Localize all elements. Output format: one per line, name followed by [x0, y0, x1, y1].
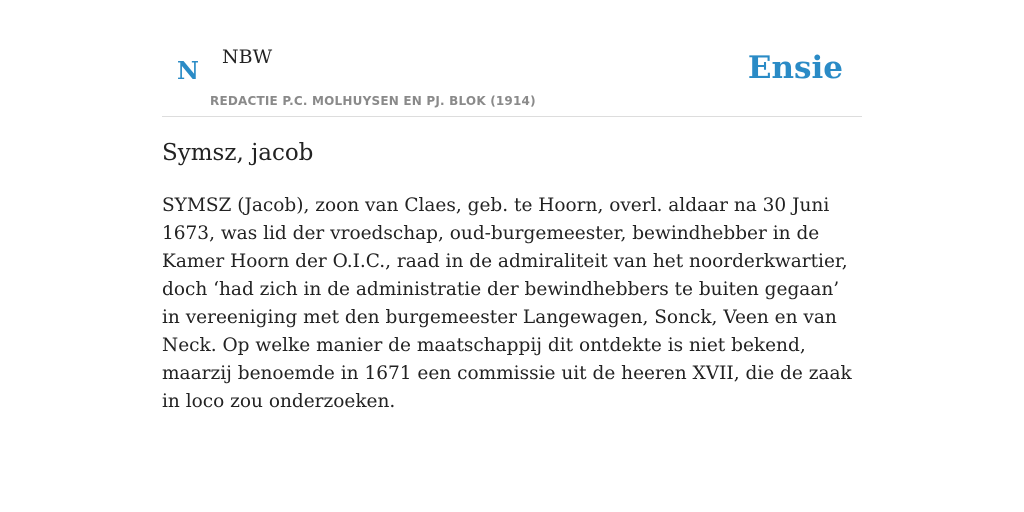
- entry-title: Symsz, jacob: [162, 140, 314, 166]
- ensie-logo-link[interactable]: Ensie: [747, 50, 843, 86]
- source-logo-link[interactable]: N: [177, 56, 199, 85]
- entry-body: SYMSZ (Jacob), zoon van Claes, geb. te Hoorn, overl. aldaar na 30 Juni 1673, was lid der vroedschap, oud-burgemeester, bewindhebber in de Kamer Hoorn der O.I.C., raad in de admiraliteit van het noorderkwartier, doch ‘had zich in de administratie der bewindhebbers te buiten gegaan’ in vereeniging met den burgemeester Langewagen, Sonck, Veen en van Neck. Op welke manier de maatschappij dit ontdekte is niet bekend, maarzij benoemde in 1671 een commissie uit de heeren XVII, die de zaak in loco zou onderzoeken.: [162, 195, 852, 412]
- source-header: [162, 40, 862, 117]
- source-title: NBW: [222, 46, 273, 68]
- source-editors: REDACTIE P.C. MOLHUYSEN EN PJ. BLOK (1914): [210, 94, 536, 108]
